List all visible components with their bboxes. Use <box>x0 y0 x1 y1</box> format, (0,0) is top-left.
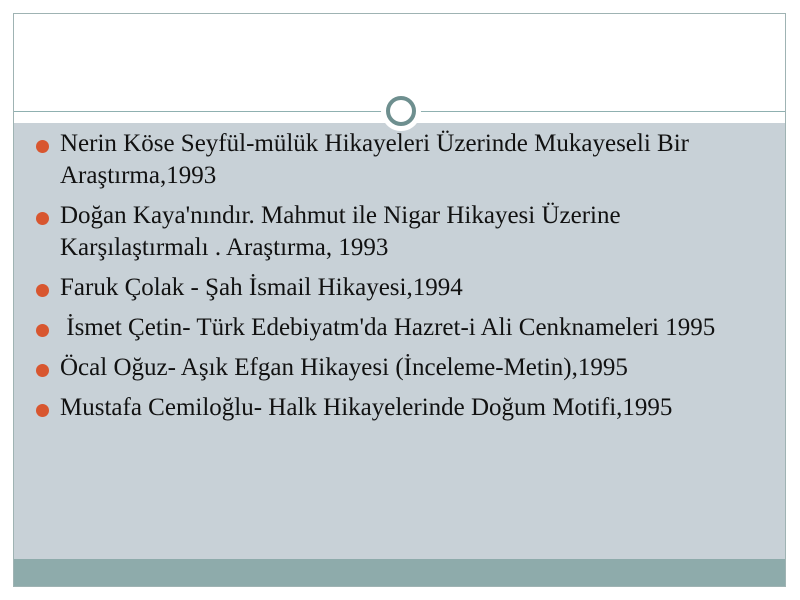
bullet-dot-icon <box>36 324 49 337</box>
circle-ornament-icon <box>381 91 421 131</box>
bullet-dot-icon <box>36 364 49 377</box>
bullet-dot-icon <box>36 212 49 225</box>
bullet-dot-icon <box>36 404 49 417</box>
bullet-item <box>32 272 762 304</box>
circle-ring <box>386 96 416 126</box>
bullet-text: Mustafa Cemiloğlu- Halk Hikayelerinde Doğum Motifi,1995 <box>60 394 673 421</box>
bullet-text: İsmet Çetin- Türk Edebiyatm'da Hazret-i Ali Cenknameleri 1995 <box>60 314 716 341</box>
footer-band <box>14 559 785 587</box>
bullet-item <box>32 128 762 192</box>
bullet-item <box>32 200 762 264</box>
bullet-item <box>32 312 762 344</box>
bullet-dot-icon <box>36 140 49 153</box>
bullet-list <box>32 128 762 432</box>
bullet-text: Öcal Oğuz- Aşık Efgan Hikayesi (İnceleme-Metin),1995 <box>60 354 628 381</box>
bullet-text: Faruk Çolak - Şah İsmail Hikayesi,1994 <box>60 274 463 301</box>
bullet-item <box>32 352 762 384</box>
bullet-dot-icon <box>36 284 49 297</box>
bullet-item <box>32 392 762 424</box>
bullet-text: Doğan Kaya'nındır. Mahmut ile Nigar Hikayesi Üzerine Karşılaştırmalı . Araştırma, 1993 <box>60 202 627 261</box>
bullet-text: Nerin Köse Seyfül-mülük Hikayeleri Üzerinde Mukayeseli Bir Araştırma,1993 <box>60 130 694 189</box>
